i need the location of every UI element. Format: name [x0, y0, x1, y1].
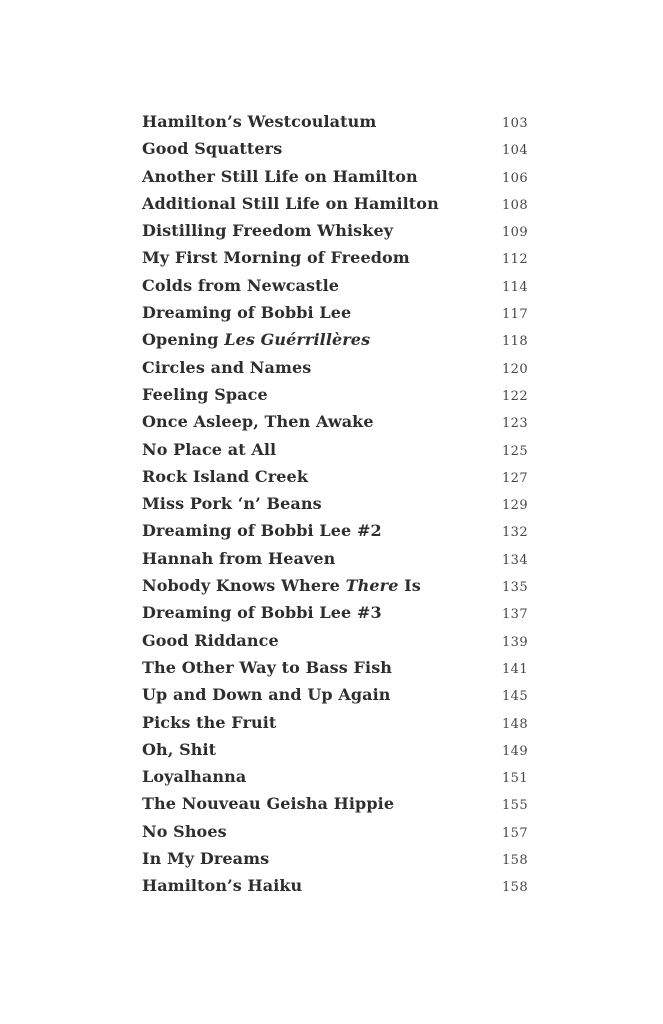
- toc-title-prefix: Hamilton’s Haiku: [142, 876, 303, 896]
- toc-entry-title: [142, 276, 339, 295]
- toc-entry-title: [142, 194, 439, 213]
- toc-entry-title: [142, 167, 418, 186]
- toc-title-prefix: Loyalhanna: [142, 767, 247, 787]
- toc-entry-page-number: 123: [501, 416, 528, 432]
- toc-entry: [142, 521, 528, 548]
- toc-entry-page-number: 112: [501, 252, 528, 268]
- toc-entry-title: [142, 521, 382, 540]
- toc-entry-title: [142, 685, 391, 704]
- toc-title-prefix: Hannah from Heaven: [142, 548, 336, 568]
- toc-entry-title: [142, 494, 322, 513]
- toc-entry-page-number: 120: [501, 361, 528, 377]
- toc-title-prefix: Circles and Names: [142, 357, 312, 377]
- toc-entry-title: [142, 794, 394, 813]
- toc-title-italic: There: [345, 576, 399, 596]
- toc-entry-page-number: 106: [501, 170, 528, 186]
- toc-entry: [142, 549, 528, 576]
- toc-entry-page-number: 157: [501, 825, 528, 841]
- toc-entry-page-number: 108: [501, 197, 528, 213]
- toc-entry-title: [142, 576, 421, 595]
- toc-entry-title: [142, 385, 268, 404]
- toc-entry-page-number: 155: [501, 798, 528, 814]
- toc-title-prefix: Additional Still Life on Hamilton: [142, 193, 439, 213]
- toc-title-prefix: Up and Down and Up Again: [142, 685, 391, 705]
- toc-entry-title: [142, 248, 410, 267]
- toc-entry-page-number: 158: [501, 880, 528, 896]
- toc-title-suffix: Is: [398, 576, 421, 596]
- toc-entry-title: [142, 658, 392, 677]
- toc-entry: [142, 112, 528, 139]
- toc-title-prefix: Nobody Knows Where: [142, 576, 346, 596]
- toc-list: [142, 112, 528, 904]
- toc-entry: [142, 330, 528, 357]
- toc-title-prefix: Good Squatters: [142, 139, 283, 159]
- toc-entry-page-number: 134: [501, 552, 528, 568]
- toc-entry-page-number: 148: [501, 716, 528, 732]
- toc-entry: [142, 303, 528, 330]
- toc-entry: [142, 740, 528, 767]
- toc-entry-page-number: 141: [501, 661, 528, 677]
- toc-title-prefix: Another Still Life on Hamilton: [142, 166, 418, 186]
- toc-entry-title: [142, 849, 269, 868]
- toc-entry-title: [142, 467, 308, 486]
- toc-title-prefix: Oh, Shit: [142, 739, 217, 759]
- toc-title-prefix: No Shoes: [142, 821, 227, 841]
- toc-entry-page-number: 137: [501, 607, 528, 623]
- toc-entry: [142, 248, 528, 275]
- toc-title-prefix: Picks the Fruit: [142, 712, 277, 732]
- toc-entry: [142, 658, 528, 685]
- toc-entry: [142, 385, 528, 412]
- toc-entry-title: [142, 549, 335, 568]
- toc-title-prefix: The Nouveau Geisha Hippie: [142, 794, 395, 814]
- toc-entry-page-number: 125: [501, 443, 528, 459]
- toc-entry-title: [142, 631, 279, 650]
- toc-entry-page-number: 149: [501, 743, 528, 759]
- toc-title-prefix: Rock Island Creek: [142, 466, 309, 486]
- toc-entry-page-number: 104: [501, 143, 528, 159]
- toc-entry-title: [142, 139, 282, 158]
- toc-entry-page-number: 139: [501, 634, 528, 650]
- toc-title-prefix: Opening: [142, 330, 225, 350]
- toc-entry: [142, 139, 528, 166]
- toc-entry: [142, 849, 528, 876]
- toc-entry-title: [142, 876, 302, 895]
- toc-title-prefix: Dreaming of Bobbi Lee #3: [142, 603, 382, 623]
- toc-title-prefix: Hamilton’s Westcoulatum: [142, 112, 377, 131]
- toc-entry-page-number: 135: [501, 580, 528, 596]
- toc-entry-title: [142, 822, 227, 841]
- toc-entry-page-number: 129: [501, 498, 528, 514]
- toc-entry: [142, 794, 528, 821]
- toc-entry: [142, 221, 528, 248]
- toc-entry-page-number: 122: [501, 388, 528, 404]
- toc-entry-title: [142, 713, 276, 732]
- toc-entry-title: [142, 412, 374, 431]
- toc-entry-title: [142, 303, 351, 322]
- toc-entry-page-number: 117: [501, 307, 528, 323]
- toc-title-prefix: Once Asleep, Then Awake: [142, 412, 374, 432]
- toc-entry: [142, 685, 528, 712]
- toc-entry: [142, 412, 528, 439]
- toc-entry-page-number: 118: [501, 334, 528, 350]
- toc-entry-page-number: 103: [501, 116, 528, 131]
- toc-entry-title: [142, 440, 276, 459]
- toc-entry: [142, 876, 528, 903]
- toc-entry: [142, 576, 528, 603]
- toc-title-prefix: No Place at All: [142, 439, 277, 459]
- toc-entry: [142, 467, 528, 494]
- toc-entry: [142, 167, 528, 194]
- toc-entry-title: [142, 221, 393, 240]
- toc-entry-page-number: 127: [501, 470, 528, 486]
- toc-entry-title: [142, 603, 382, 622]
- toc-entry: [142, 767, 528, 794]
- toc-entry: [142, 440, 528, 467]
- toc-entry-page-number: 109: [501, 225, 528, 241]
- toc-entry-title: [142, 112, 376, 131]
- toc-entry: [142, 713, 528, 740]
- toc-entry: [142, 276, 528, 303]
- toc-title-prefix: Colds from Newcastle: [142, 275, 340, 295]
- toc-entry-title: [142, 740, 216, 759]
- toc-entry-page-number: 145: [501, 689, 528, 705]
- toc-entry: [142, 358, 528, 385]
- toc-entry: [142, 631, 528, 658]
- toc-title-prefix: Miss Pork ‘n’ Beans: [142, 494, 322, 514]
- toc-entry-page-number: 151: [501, 771, 528, 787]
- toc-title-prefix: Dreaming of Bobbi Lee #2: [142, 521, 382, 541]
- toc-entry-page-number: 114: [501, 279, 528, 295]
- toc-entry-title: [142, 358, 311, 377]
- toc-entry: [142, 822, 528, 849]
- toc-entry-page-number: 132: [501, 525, 528, 541]
- toc-title-prefix: Distilling Freedom Whiskey: [142, 221, 394, 241]
- toc-entry: [142, 194, 528, 221]
- toc-entry-page-number: 158: [501, 853, 528, 869]
- toc-title-prefix: Dreaming of Bobbi Lee: [142, 303, 352, 323]
- toc-entry-title: [142, 330, 370, 349]
- toc-entry-title: [142, 767, 246, 786]
- toc-title-prefix: Good Riddance: [142, 630, 279, 650]
- toc-title-italic: Les Guérrillères: [224, 330, 371, 350]
- toc-entry: [142, 603, 528, 630]
- toc-entry: [142, 494, 528, 521]
- toc-title-prefix: My First Morning of Freedom: [142, 248, 410, 268]
- toc-title-prefix: In My Dreams: [142, 849, 270, 869]
- toc-title-prefix: The Other Way to Bass Fish: [142, 657, 393, 677]
- toc-title-prefix: Feeling Space: [142, 384, 268, 404]
